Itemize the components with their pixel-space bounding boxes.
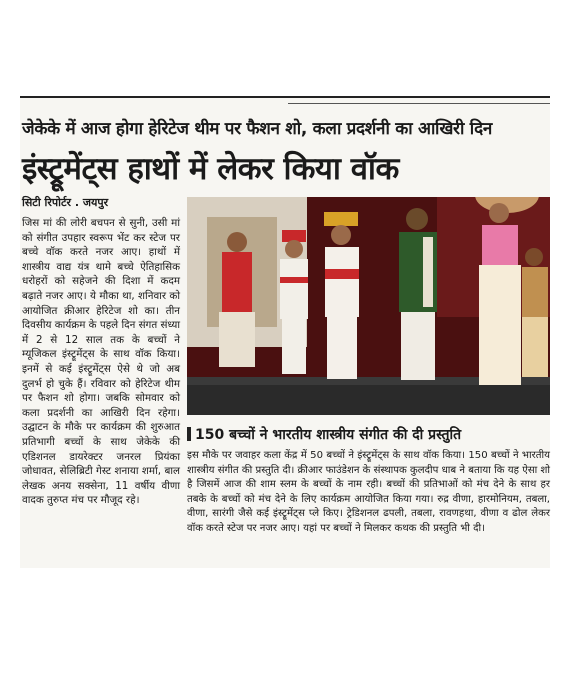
subheadline bbox=[187, 425, 461, 444]
kicker-headline: जेकेके में आज होगा हेरिटेज थीम पर फैशन शो, कला प्रदर्शनी का आखिरी दिन bbox=[22, 119, 492, 139]
byline: सिटी रिपोर्टर . जयपुर bbox=[22, 196, 109, 209]
subhead-body-text: इस मौके पर जवाहर कला केंद्र में 50 बच्चों ने इंस्ट्रूमेंट्स के साथ वॉक किया। 150 बच्चों ने भारतीय शास्त्रीय संगीत की प्रस्तुति दी। क्रीआर फाउंडेशन के संस्थापक कुलदीप धाब ने बताया कि यह ऐसा शो है जिसमें आज की शाम स्लम के बच्चों के नाम रही। बच्चों की प्रतिभाओं को मंच देने के साथ हर तबके के बच्चों को मंच देने के लिए कार्यक्रम आयोजित किया गया। रुद्र वीणा, हारमोनियम, तबला, वीणा, सारंगी जैसे कई इंस्ट्रूमेंट्स प्ले किए। ट्रेडिशनल ढपली, तबला, रावणहथा, वीणा व ढोल लेकर वॉक करते स्टेज पर नजर आए। यहां पर बच्चों ने मिलकर कथक की प्रस्तुति भी दी। bbox=[187, 450, 550, 534]
main-headline: इंस्ट्रूमेंट्स हाथों में लेकर किया वॉक bbox=[22, 151, 399, 187]
subhead-bullet bbox=[187, 427, 191, 441]
article-column bbox=[22, 216, 180, 508]
stage-photo-illustration bbox=[187, 197, 550, 415]
subhead-body bbox=[187, 449, 550, 537]
article-column-text: जिस मां की लोरी बचपन से सुनी, उसी मां को संगीत उपहार स्वरूप भेंट कर स्टेज पर बच्चे वॉक करते नजर आए। हाथों में शास्त्रीय वाद्य यंत्र थामे बच्चे ऐतिहासिक धरोहरों को सहेजने की दिशा में कदम बढ़ाते नजर आए। ये मौका था, शनिवार को आयोजित क्रीआर हेरिटेज शो का। तीन दिवसीय कार्यक्रम के पहले दिन संगत संध्या में 2 से 12 साल तक के बच्चों ने म्यूजिकल इंस्ट्रूमेंट्स के साथ वॉक किया। इनमें से कई इंस्ट्रूमेंट्स ऐसे थे जो अब दुलर्भ हो चुके हैं। रविवार को हेरिटेज थीम पर फैशन शो होगा। जबकि सोमवार को कला प्रदर्शनी का आखिरी दिन रहेगा। उद्घाटन के मौके पर कार्यक्रम की शुरुआत प्रतिभागी बच्चों के साथ जेकेके की एडिशनल डायरेक्टर जनरल प्रियंका जोधावत, सेलिब्रिटी गेस्ट शनाया शर्मा, बाल लेखक अनय सक्सेना, 11 वर्षीय वीणा वादक तुरुप्त मंच पर मौजूद रहे। bbox=[22, 217, 180, 507]
top-rule bbox=[288, 103, 550, 104]
subheadline-text: 150 बच्चों ने भारतीय शास्त्रीय संगीत की दी प्रस्तुति bbox=[195, 427, 462, 443]
article-photo bbox=[187, 197, 550, 415]
